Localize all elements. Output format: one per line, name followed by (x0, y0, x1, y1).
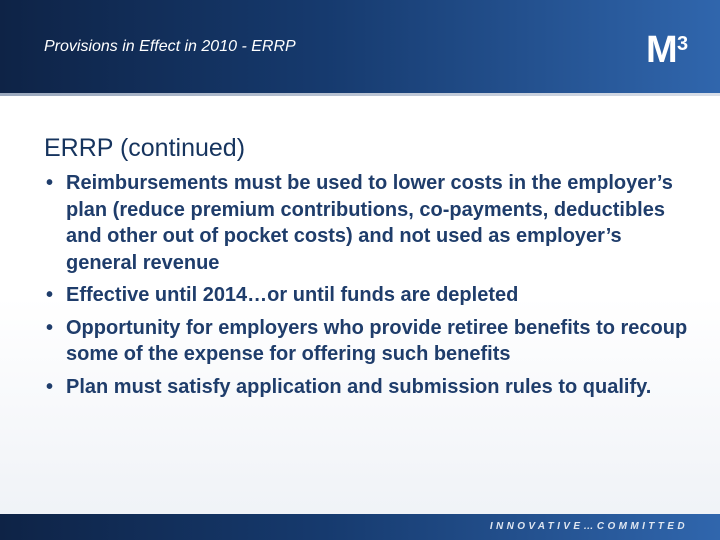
logo-letter: M (646, 29, 678, 68)
bullet-item: • Opportunity for employers who provide retiree benefits to recoup some of the expense for offering such benefits (44, 315, 694, 368)
logo-superscript: 3 (677, 33, 689, 55)
slide-title: ERRP (continued) (44, 134, 246, 162)
bullet-item: • Effective until 2014…or until funds are depleted (44, 282, 694, 309)
header-banner (0, 0, 720, 96)
footer-tagline: INNOVATIVE…COMMITTED (489, 521, 688, 532)
m3-logo-icon (646, 28, 692, 68)
footer-bar (0, 514, 720, 540)
bullet-item: • Plan must satisfy application and submission rules to qualify. (44, 374, 694, 401)
header-title: Provisions in Effect in 2010 - ERRP (44, 38, 296, 55)
bullet-item: • Reimbursements must be used to lower costs in the employer’s plan (reduce premium contributions, co-payments, deductibles and other out of pocket costs) and not used as employer’s general revenue (44, 170, 694, 276)
bullet-list (44, 170, 694, 406)
